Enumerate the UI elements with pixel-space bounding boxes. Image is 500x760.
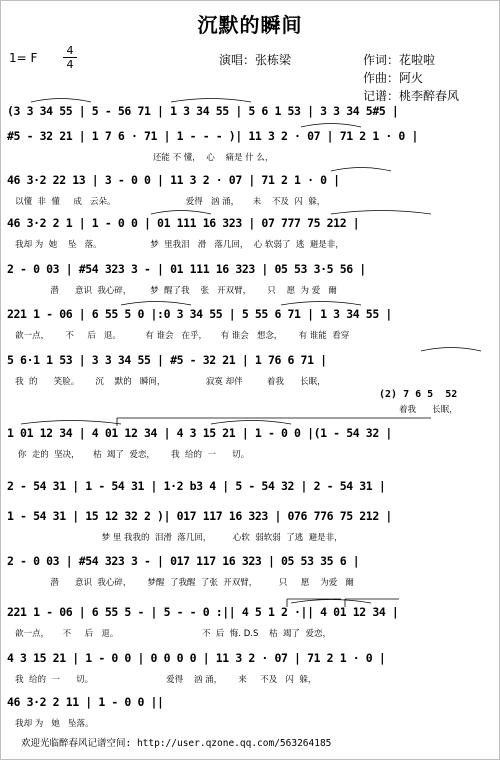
slur-mark	[211, 421, 291, 425]
lyric-line: 我却 为 她 坠 落。 梦 里我泪 滑 落几回， 心 软弱了 逃 避是非，	[7, 240, 344, 250]
lyric-line: 我却 为 她 坠落。	[7, 719, 94, 729]
slur-mark	[301, 124, 361, 128]
lyric-line: 歆一点， 不 后 退。 不 后 悔. D.S 枯 竭了 爱恋，	[7, 629, 331, 639]
notation-line: 2 - 0 03 | #54 323 3 - | 017 117 16 323 | 05 53 35 6 |	[7, 554, 360, 568]
notation-line: 1 - 54 31 | 15 12 32 2 )| 017 117 16 323 | 076 776 75 212 |	[7, 509, 392, 523]
lyric-line: 潜 意识 我心碎， 梦醒 了我醒 了张 开双臂， 只 愿 为爱 爾	[7, 578, 354, 588]
notation-line: 46 3·2 2 11 | 1 - 0 0 ||	[7, 695, 164, 709]
song-title: 沉默的瞬间	[197, 13, 303, 37]
slur-mark	[21, 421, 121, 425]
notation-line: 5 6·1 1 53 | 3 3 34 55 | #5 - 32 21 | 1 76 6 71 |	[7, 353, 327, 367]
slur-mark	[421, 348, 481, 352]
slur-mark	[31, 99, 91, 103]
notation-line: 4 3 15 21 | 1 - 0 0 | 0 0 0 0 | 11 3 2 · 07 | 71 2 1 · 0 |	[7, 651, 386, 665]
lyric-line: 歆一点， 不 后 退。 有 谁会 在乎， 有 谁会 想念， 有 谁能 看穿	[7, 331, 350, 341]
lyric-line: 潜 意识 我心碎， 梦 醒了我 张 开双臂， 只 愿 为 爱 爾	[7, 286, 337, 296]
slur-mark	[121, 302, 191, 306]
notation-line: #5 - 32 21 | 1 7 6 · 71 | 1 - - - )| 11 3 2 · 07 | 71 2 1 · 0 |	[7, 129, 418, 143]
notation-line: 46 3·2 22 13 | 3 - 0 0 | 11 3 2 · 07 | 71 2 1 · 0 |	[7, 173, 340, 187]
alt-ending-notes: (2) 7 6 5 52	[379, 389, 458, 400]
time-signature	[63, 45, 77, 70]
notation-line: 221 1 - 06 | 6 55 5 0 |:0 3 34 55 | 5 55 6 71 | 1 3 34 55 |	[7, 307, 392, 321]
composer: 作曲：阿火	[363, 71, 424, 85]
slur-mark	[331, 211, 431, 215]
lyric-line: 你 走的 坚决， 枯 竭了 爱恋， 我 给的 一 切。	[7, 450, 250, 460]
singer: 演唱：张栋梁	[219, 53, 292, 67]
lyric-line: 我 的 笑脸。 沉 默的 瞬间， 寂寞 却伴 着我 长眠，	[7, 377, 326, 387]
slur-mark	[291, 600, 371, 604]
slur-mark	[171, 99, 251, 103]
lyric-line: 梦 里 我我的 泪滑 落几回， 心软 弱软弱 了逃 避是非，	[7, 533, 343, 543]
lyric-line: 我 给的 一 切。 爱得 汹 涌， 来 不及 闪 躲，	[7, 675, 317, 685]
notation-line: 2 - 54 31 | 1 - 54 31 | 1·2 b3 4 | 5 - 54 32 | 2 - 54 31 |	[7, 479, 386, 493]
notation-line: (3 3 34 55 | 5 - 56 71 | 1 3 34 55 | 5 6 1 53 | 3 3 34 5#5 |	[7, 104, 399, 118]
key-signature: 1= F	[9, 51, 38, 65]
slur-mark	[151, 211, 211, 215]
alt-ending-lyric: 着我 长眠，	[399, 405, 458, 415]
slur-mark	[281, 302, 361, 306]
footer-credit: 欢迎光临醉春风记谱空间: http://user.qzone.qq.com/563264185	[21, 738, 332, 749]
transcriber: 记谱：桃李醉春风	[363, 89, 460, 103]
lyric-line: 还能 不 懂， 心 痛是 什 么，	[7, 153, 274, 163]
notation-line: 221 1 - 06 | 6 55 5 - | 5 - - 0 :|| 4 5 1 2 ·|| 4 01 12 34 |	[7, 605, 399, 619]
meter-top: 4	[66, 44, 74, 57]
meter-bottom: 4	[66, 58, 74, 71]
lyric-line: 以懂 非 懂 成 云朵。 爱得 汹 涌， 未 不及 闪 躲，	[7, 197, 326, 207]
slur-mark	[331, 168, 391, 172]
notation-line: 1 01 12 34 | 4 01 12 34 | 4 3 15 21 | 1 - 0 0 |(1 - 54 32 |	[7, 426, 392, 440]
notation-line: 46 3·2 2 1 | 1 - 0 0 | 01 111 16 323 | 07 777 75 212 |	[7, 216, 360, 230]
notation-line: 2 - 0 03 | #54 323 3 - | 01 111 16 323 | 05 53 3·5 56 |	[7, 262, 366, 276]
lyricist: 作词：花啦啦	[363, 53, 436, 67]
